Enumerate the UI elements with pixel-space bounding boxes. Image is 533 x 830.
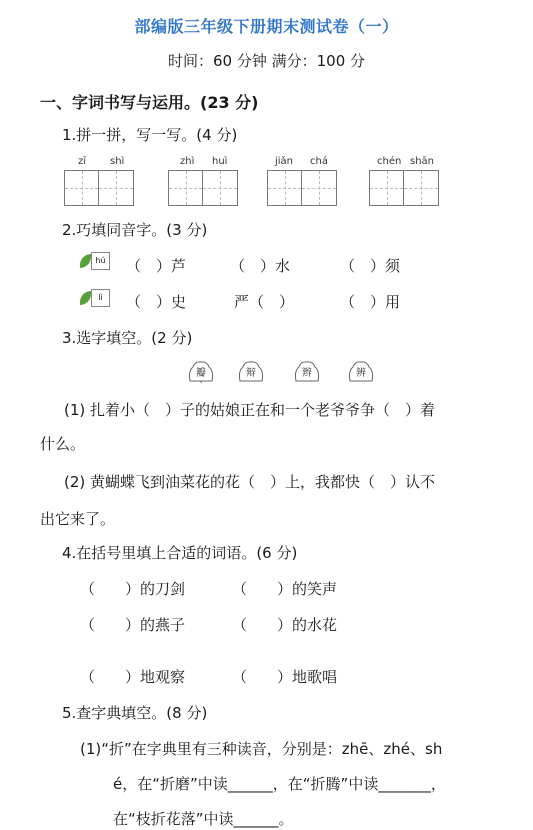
exam-info: 时间：60 分钟 满分：100 分 <box>167 52 366 70</box>
page-title: 部编版三年级下册期末测试卷（一） <box>134 17 399 36</box>
sentence: (1) 扎着小（ ）子的姑娘正在和一个老爷爷争（ ）着 <box>64 401 436 419</box>
pinyin: shān <box>410 156 435 167</box>
blank-item: （ ）芦 <box>126 257 187 275</box>
q2-heading: 2.巧填同音字。(3 分) <box>62 221 208 239</box>
pinyin: chá <box>310 156 328 167</box>
blank-item: （ ）用 <box>340 293 401 311</box>
writing-grid[interactable] <box>369 170 439 206</box>
flower-char-icon: 瓣 <box>187 359 215 383</box>
blank-item: 严（ ） <box>234 293 295 311</box>
leaf-icon: lì <box>80 289 110 307</box>
pinyin: zhì <box>180 156 195 167</box>
q1-heading: 1.拼一拼，写一写。(4 分) <box>62 126 238 144</box>
pinyin: chén <box>377 156 402 167</box>
blank-item: （ ）的水花 <box>232 616 338 634</box>
pinyin: zī <box>78 156 87 167</box>
blank-item: （ ）的燕子 <box>80 616 186 634</box>
blank-item: （ ）的刀剑 <box>80 580 186 598</box>
leaf-icon: hú <box>80 252 110 270</box>
blank-item: （ ）地观察 <box>80 668 186 686</box>
paragraph-line: 在“枝折花落”中读______。 <box>113 810 294 828</box>
writing-grid[interactable] <box>64 170 134 206</box>
writing-grid[interactable] <box>168 170 238 206</box>
pinyin: huì <box>212 156 228 167</box>
pinyin: jiǎn <box>275 156 294 167</box>
pinyin: shì <box>110 156 125 167</box>
writing-grid[interactable] <box>267 170 337 206</box>
flower-char-icon: 辩 <box>237 359 265 383</box>
section-heading: 一、字词书写与运用。(23 分) <box>40 93 259 112</box>
blank-item: （ ）水 <box>230 257 291 275</box>
blank-item: （ ）须 <box>340 257 401 275</box>
paragraph-line: é，在“折磨”中读______，在“折腾”中读_______， <box>113 775 446 793</box>
sentence: 什么。 <box>40 435 86 453</box>
q4-heading: 4.在括号里填上合适的词语。(6 分) <box>62 544 298 562</box>
flower-char-icon: 辨 <box>347 359 375 383</box>
blank-item: （ ）史 <box>126 293 187 311</box>
flower-char-icon: 辫 <box>293 359 321 383</box>
sentence: 出它来了。 <box>40 510 116 528</box>
sentence: (2) 黄蝴蝶飞到油菜花的花（ ）上，我都快（ ）认不 <box>64 473 436 491</box>
paragraph-line: (1)“折”在字典里有三种读音，分别是：zhē、zhé、sh <box>80 740 443 758</box>
q5-heading: 5.查字典填空。(8 分) <box>62 704 208 722</box>
blank-item: （ ）的笑声 <box>232 580 338 598</box>
blank-item: （ ）地歌唱 <box>232 668 338 686</box>
q3-heading: 3.选字填空。(2 分) <box>62 329 193 347</box>
